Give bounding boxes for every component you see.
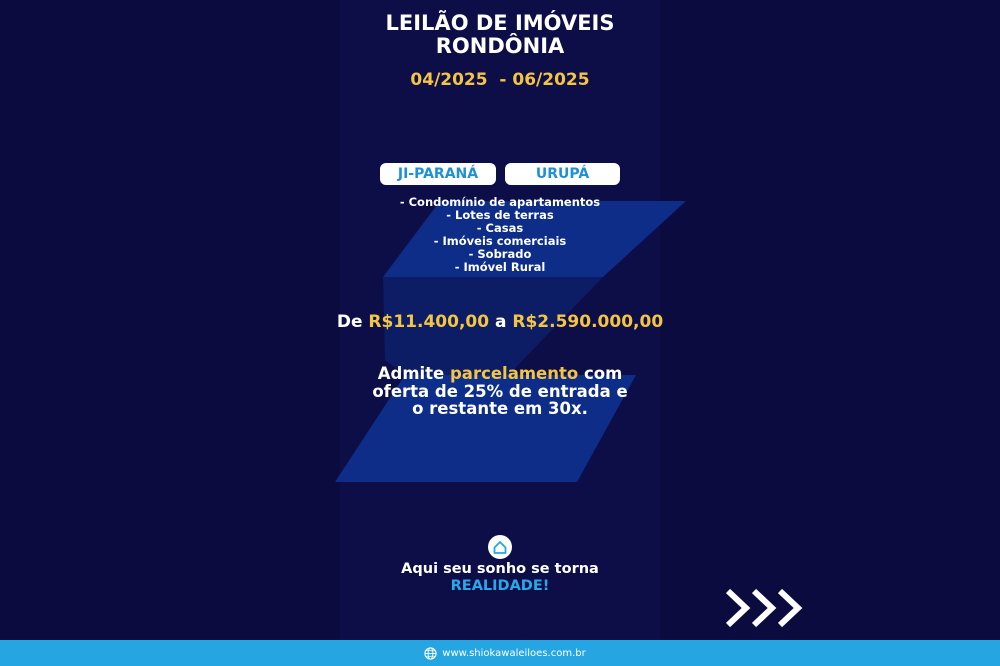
list-item: - Condomínio de apartamentos [399,195,601,209]
installment-lead: Admite [377,364,445,383]
list-item: - Imóveis comerciais [433,234,567,248]
installment-info [370,365,630,418]
list-item: - Lotes de terras [446,208,554,222]
title-line-2: RONDÔNIA [435,34,565,58]
chevrons-right-icon [724,587,808,629]
slogan-highlight: REALIDADE! [450,578,550,594]
city-pills [380,163,620,185]
footer-bar [0,640,1000,666]
price-range [280,312,720,332]
list-item: - Imóvel Rural [454,260,546,274]
globe-icon [424,647,437,660]
property-type-list [350,196,650,274]
price-min: R$11.400,00 [368,312,490,332]
price-prefix: De [336,312,363,332]
date-range: 04/2025 - 06/2025 [410,70,590,90]
list-item: - Sobrado [468,247,532,261]
slogan [400,561,600,595]
list-item: - Casas [476,221,524,235]
price-connector: a [494,312,507,332]
page-title [300,12,700,58]
home-icon [488,535,512,559]
price-max: R$2.590.000,00 [512,312,664,332]
city-pill-urupa: URUPÁ [505,163,620,185]
city-pill-ji-parana: JI-PARANÁ [380,163,496,185]
slogan-text: Aqui seu sonho se torna [401,561,599,577]
installment-highlight: parcelamento [450,364,579,383]
website-link[interactable]: www.shiokawaleiloes.com.br [442,647,586,659]
title-line-1: LEILÃO DE IMÓVEIS [385,11,615,35]
installment-rest: com oferta de 25% de entrada e o restante em 30x. [372,364,628,418]
footer-content [420,640,590,666]
